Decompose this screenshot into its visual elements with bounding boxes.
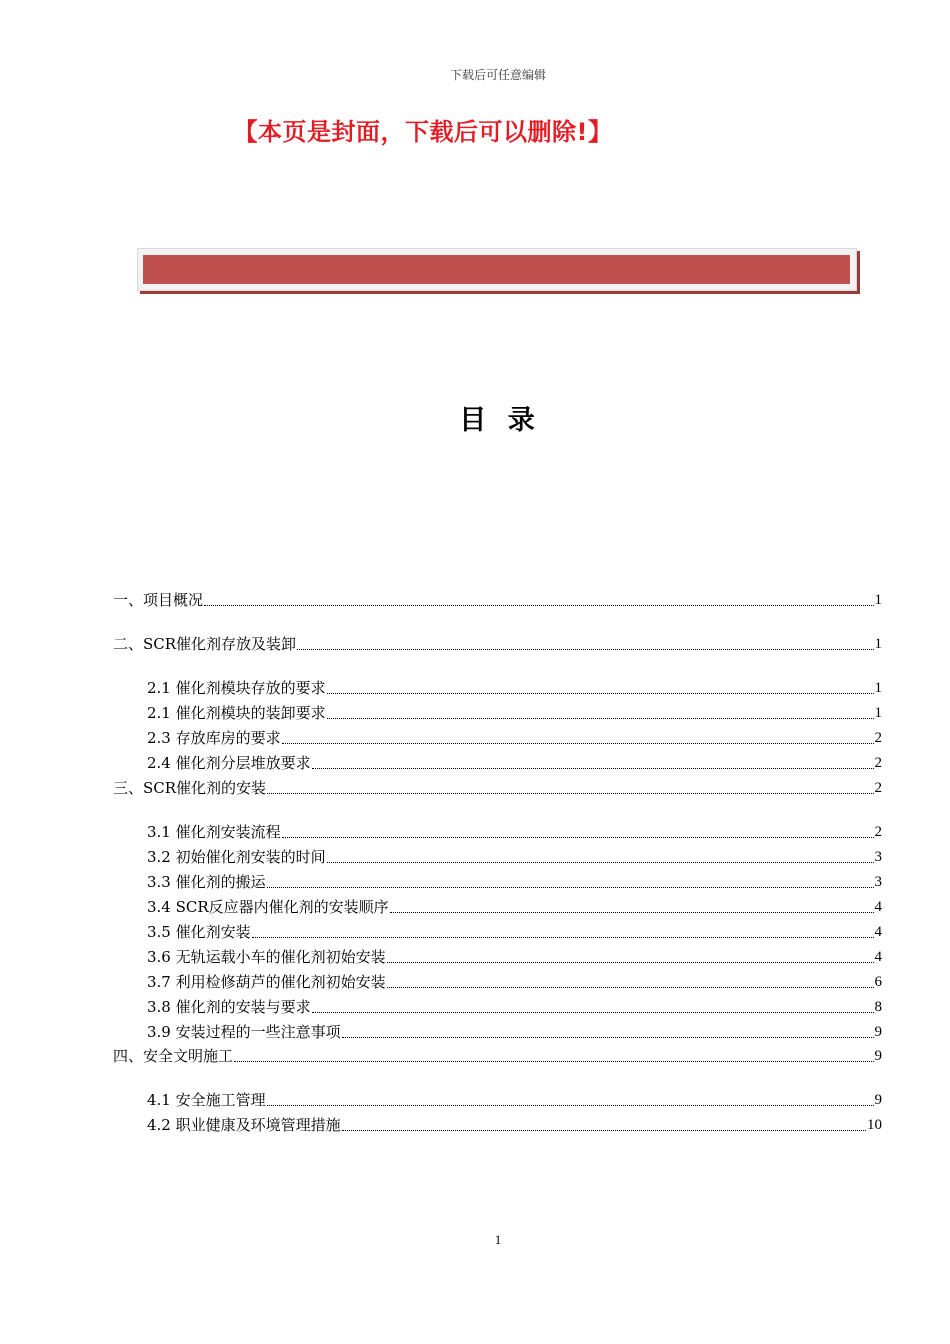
toc-entry-label: 3.4 SCR反应器内催化剂的安装顺序: [147, 898, 389, 916]
title-banner: [137, 248, 857, 291]
toc-entry-page: 3: [874, 849, 882, 865]
toc-dot-leader: [267, 887, 874, 888]
toc-entry[interactable]: [147, 847, 882, 867]
toc-entry-label: 3.5 催化剂安装: [147, 923, 251, 941]
toc-entry-page: 8: [874, 999, 882, 1015]
toc-title: 目 录: [459, 405, 541, 436]
toc-dot-leader: [387, 987, 874, 988]
toc-dot-leader: [342, 1130, 866, 1131]
toc-entry-label: 4.1 安全施工管理: [147, 1091, 266, 1109]
toc-entry-label: 2.1 催化剂模块存放的要求: [147, 679, 326, 697]
toc-entry-label: 3.9 安装过程的一些注意事项: [147, 1023, 341, 1041]
toc-dot-leader: [327, 718, 874, 719]
toc-entry[interactable]: [147, 678, 882, 698]
toc-entry-page: 1: [874, 636, 882, 652]
toc-entry-label: 一、项目概况: [113, 591, 204, 609]
toc-dot-leader: [267, 793, 873, 794]
toc-entry[interactable]: [113, 590, 882, 610]
toc-dot-leader: [282, 837, 874, 838]
toc-entry-page: 2: [874, 730, 882, 746]
toc-entry-label: 3.1 催化剂安装流程: [147, 823, 281, 841]
toc-dot-leader: [234, 1061, 873, 1062]
toc-entry-label: 2.3 存放库房的要求: [147, 729, 281, 747]
toc-entry-label: 3.6 无轨运载小车的催化剂初始安装: [147, 948, 386, 966]
toc-entry-label: 三、SCR催化剂的安装: [113, 779, 267, 797]
toc-entry[interactable]: [147, 972, 882, 992]
toc-entry-page: 9: [874, 1024, 882, 1040]
toc-entry-page: 2: [874, 755, 882, 771]
toc-entry[interactable]: [147, 997, 882, 1017]
toc-entry[interactable]: [147, 1022, 882, 1042]
toc-dot-leader: [327, 693, 874, 694]
toc-entry-page: 9: [874, 1048, 882, 1064]
toc-dot-leader: [297, 649, 873, 650]
toc-dot-leader: [342, 1037, 874, 1038]
toc-entry-label: 四、安全文明施工: [113, 1047, 234, 1065]
toc-entry[interactable]: [113, 1046, 882, 1066]
toc-entry[interactable]: [113, 778, 882, 798]
toc-dot-leader: [312, 1012, 874, 1013]
toc-entry-page: 4: [874, 899, 882, 915]
title-banner-bar: [143, 255, 850, 284]
cover-delete-notice: 【本页是封面，下载后可以删除!】: [233, 118, 613, 146]
toc-entry[interactable]: [147, 947, 882, 967]
toc-entry[interactable]: [113, 634, 882, 654]
toc-entry-page: 4: [874, 924, 882, 940]
toc-entry[interactable]: [147, 1115, 882, 1135]
toc-entry-page: 4: [874, 949, 882, 965]
toc-entry-page: 1: [874, 592, 882, 608]
toc-entry-label: 3.7 利用检修葫芦的催化剂初始安装: [147, 973, 386, 991]
toc-entry[interactable]: [147, 897, 882, 917]
toc-dot-leader: [387, 962, 874, 963]
toc-entry-label: 4.2 职业健康及环境管理措施: [147, 1116, 341, 1134]
toc-entry[interactable]: [147, 822, 882, 842]
toc-entry-page: 1: [874, 705, 882, 721]
toc-dot-leader: [327, 862, 874, 863]
toc-entry-page: 10: [867, 1117, 882, 1133]
toc-entry-label: 3.2 初始催化剂安装的时间: [147, 848, 326, 866]
toc-entry[interactable]: [147, 1090, 882, 1110]
toc-entry-page: 3: [874, 874, 882, 890]
toc-entry[interactable]: [147, 703, 882, 723]
toc-dot-leader: [312, 768, 874, 769]
toc-entry[interactable]: [147, 753, 882, 773]
toc-entry[interactable]: [147, 922, 882, 942]
toc-dot-leader: [282, 743, 874, 744]
toc-entry-label: 3.8 催化剂的安装与要求: [147, 998, 311, 1016]
toc-entry-label: 2.1 催化剂模块的装卸要求: [147, 704, 326, 722]
toc-entry-page: 1: [874, 680, 882, 696]
header-note: 下载后可任意编辑: [449, 68, 546, 82]
toc-entry-label: 2.4 催化剂分层堆放要求: [147, 754, 311, 772]
toc-entry-label: 3.3 催化剂的搬运: [147, 873, 266, 891]
page-number: 1: [494, 1232, 502, 1247]
toc-entry-page: 9: [874, 1092, 882, 1108]
toc-entry-page: 2: [874, 780, 882, 796]
toc-entry-page: 2: [874, 824, 882, 840]
toc-dot-leader: [252, 937, 874, 938]
toc-dot-leader: [267, 1105, 874, 1106]
toc-entry[interactable]: [147, 872, 882, 892]
toc-dot-leader: [204, 605, 873, 606]
toc-dot-leader: [390, 912, 874, 913]
toc-entry-page: 6: [874, 974, 882, 990]
toc-entry-label: 二、SCR催化剂存放及装卸: [113, 635, 297, 653]
toc-entry[interactable]: [147, 728, 882, 748]
